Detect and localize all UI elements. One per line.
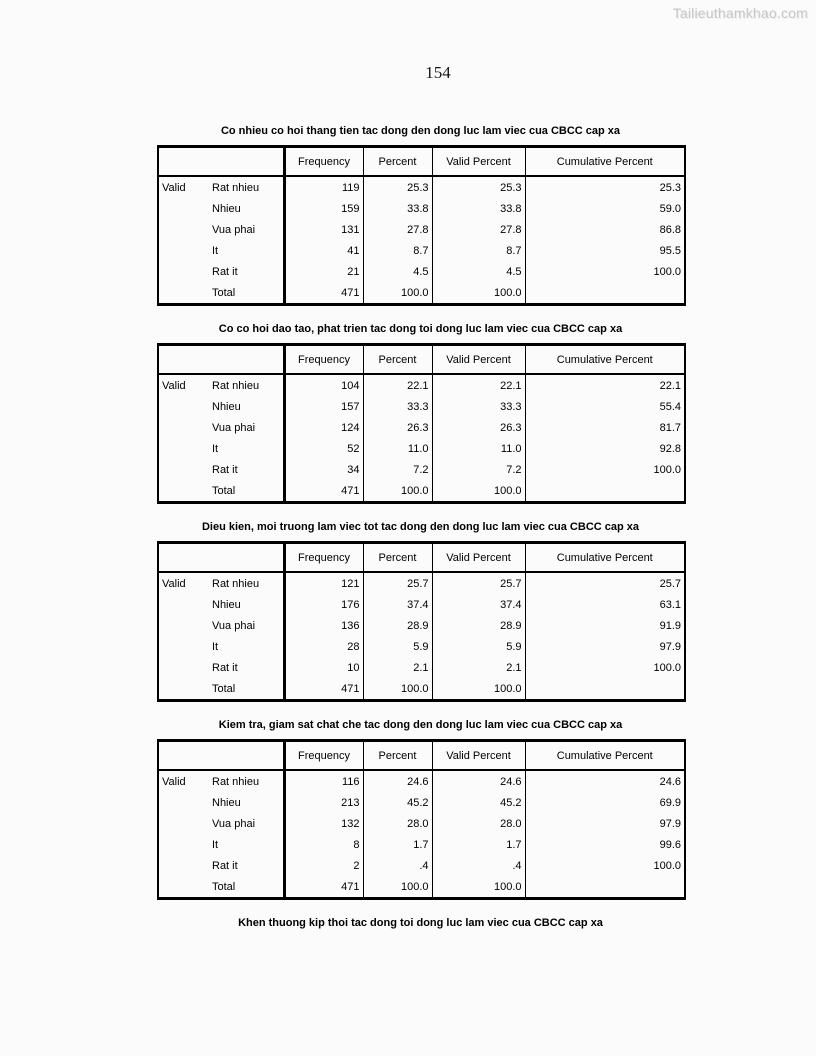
table-row xyxy=(158,417,685,438)
percent-value: 33.3 xyxy=(363,396,432,417)
percent-value: 7.2 xyxy=(363,459,432,480)
row-group-label xyxy=(158,678,210,701)
category-label: Rat it xyxy=(210,261,284,282)
category-label: Nhieu xyxy=(210,198,284,219)
frequency-table xyxy=(157,343,686,504)
valid-percent-value: 1.7 xyxy=(432,834,525,855)
frequency-value: 2 xyxy=(353,859,360,872)
frequency-table xyxy=(157,145,686,306)
category-label: It xyxy=(210,636,284,657)
valid-percent-value: 28.9 xyxy=(432,615,525,636)
cumulative-percent-value: 91.9 xyxy=(525,615,685,636)
table-row xyxy=(158,261,685,282)
percent-value: 22.1 xyxy=(363,374,432,396)
category-label: Vua phai xyxy=(210,813,284,834)
column-header: Percent xyxy=(363,345,432,375)
cumulative-percent-value xyxy=(525,480,685,503)
column-header: Valid Percent xyxy=(432,147,525,177)
row-group-label xyxy=(158,813,210,834)
percent-value: 25.3 xyxy=(363,176,432,198)
table-row xyxy=(158,792,685,813)
stub-header xyxy=(158,543,284,573)
valid-percent-value: 33.3 xyxy=(432,396,525,417)
watermark: Tailieuthamkhao.com xyxy=(672,5,808,21)
percent-value: 8.7 xyxy=(363,240,432,261)
valid-percent-value: 100.0 xyxy=(432,480,525,503)
cumulative-percent-value: 100.0 xyxy=(525,657,685,678)
valid-percent-value: 5.9 xyxy=(432,636,525,657)
row-group-label xyxy=(158,459,210,480)
column-header: Percent xyxy=(363,543,432,573)
valid-percent-value: 4.5 xyxy=(432,261,525,282)
table-row xyxy=(158,770,685,792)
category-label: Total xyxy=(210,678,284,701)
column-header: Frequency xyxy=(284,741,363,771)
frequency-value: 471 xyxy=(341,484,360,497)
percent-value: 26.3 xyxy=(363,417,432,438)
cumulative-percent-value: 24.6 xyxy=(525,770,685,792)
row-group-label: Valid xyxy=(162,577,186,590)
category-label: Rat it xyxy=(210,855,284,876)
frequency-table xyxy=(157,739,686,900)
valid-percent-value: 28.0 xyxy=(432,813,525,834)
valid-percent-value: 26.3 xyxy=(432,417,525,438)
frequency-value: 176 xyxy=(341,598,360,611)
valid-percent-value: .4 xyxy=(432,855,525,876)
stub-header xyxy=(158,741,284,771)
table-title: Kiem tra, giam sat chat che tac dong den dong luc lam viec cua CBCC cap xa xyxy=(218,719,623,731)
column-header: Cumulative Percent xyxy=(525,345,685,375)
table-row xyxy=(158,657,685,678)
row-group-label xyxy=(158,636,210,657)
table-row xyxy=(158,396,685,417)
row-group-label xyxy=(158,855,210,876)
row-group-label xyxy=(158,198,210,219)
column-header: Valid Percent xyxy=(432,543,525,573)
valid-percent-value: 7.2 xyxy=(432,459,525,480)
cumulative-percent-value: 81.7 xyxy=(525,417,685,438)
table-row xyxy=(158,198,685,219)
table-row xyxy=(158,615,685,636)
valid-percent-value: 37.4 xyxy=(432,594,525,615)
frequency-value: 10 xyxy=(347,661,360,674)
frequency-value: 471 xyxy=(341,682,360,695)
percent-value: 11.0 xyxy=(363,438,432,459)
percent-value: 33.8 xyxy=(363,198,432,219)
valid-percent-value: 100.0 xyxy=(432,678,525,701)
frequency-value: 159 xyxy=(341,202,360,215)
valid-percent-value: 33.8 xyxy=(432,198,525,219)
valid-percent-value: 2.1 xyxy=(432,657,525,678)
row-group-label xyxy=(158,615,210,636)
table-row xyxy=(158,219,685,240)
frequency-value: 41 xyxy=(347,244,360,257)
row-group-label xyxy=(158,282,210,305)
frequency-value: 136 xyxy=(341,619,360,632)
row-group-label: Valid xyxy=(162,775,186,788)
category-label: Vua phai xyxy=(210,417,284,438)
table-row xyxy=(158,876,685,899)
column-header: Frequency xyxy=(284,147,363,177)
row-group-label xyxy=(158,438,210,459)
cumulative-percent-value: 69.9 xyxy=(525,792,685,813)
column-header: Percent xyxy=(363,147,432,177)
percent-value: 45.2 xyxy=(363,792,432,813)
frequency-value: 8 xyxy=(353,838,360,851)
valid-percent-value: 8.7 xyxy=(432,240,525,261)
percent-value: 100.0 xyxy=(363,282,432,305)
percent-value: 28.9 xyxy=(363,615,432,636)
page-number: 154 xyxy=(425,63,451,82)
cumulative-percent-value: 86.8 xyxy=(525,219,685,240)
frequency-value: 121 xyxy=(341,577,360,590)
column-header: Percent xyxy=(363,741,432,771)
percent-value: 5.9 xyxy=(363,636,432,657)
table-row xyxy=(158,678,685,701)
table-title: Dieu kien, moi truong lam viec tot tac dong den dong luc lam viec cua CBCC cap xa xyxy=(201,521,640,533)
valid-percent-value: 27.8 xyxy=(432,219,525,240)
row-group-label xyxy=(158,876,210,899)
category-label: Total xyxy=(210,876,284,899)
valid-percent-value: 100.0 xyxy=(432,282,525,305)
percent-value: 4.5 xyxy=(363,261,432,282)
row-group-label xyxy=(158,240,210,261)
frequency-value: 119 xyxy=(341,181,360,194)
table-row xyxy=(158,176,685,198)
table-row xyxy=(158,813,685,834)
category-label: Rat it xyxy=(210,459,284,480)
cumulative-percent-value: 97.9 xyxy=(525,813,685,834)
table-row xyxy=(158,282,685,305)
category-label: Vua phai xyxy=(210,219,284,240)
frequency-value: 104 xyxy=(341,379,360,392)
category-label: Total xyxy=(210,282,284,305)
valid-percent-value: 24.6 xyxy=(432,770,525,792)
category-label: Total xyxy=(210,480,284,503)
cumulative-percent-value: 22.1 xyxy=(525,374,685,396)
frequency-value: 131 xyxy=(341,223,360,236)
percent-value: 100.0 xyxy=(363,480,432,503)
row-group-label xyxy=(158,261,210,282)
table-row xyxy=(158,594,685,615)
row-group-label xyxy=(158,792,210,813)
valid-percent-value: 25.3 xyxy=(432,176,525,198)
cumulative-percent-value: 92.8 xyxy=(525,438,685,459)
percent-value: 37.4 xyxy=(363,594,432,615)
category-label: Rat nhieu xyxy=(210,374,284,396)
frequency-value: 52 xyxy=(347,442,360,455)
table-row xyxy=(158,572,685,594)
frequency-value: 21 xyxy=(347,265,360,278)
frequency-value: 213 xyxy=(341,796,360,809)
frequency-value: 124 xyxy=(341,421,360,434)
frequency-value: 157 xyxy=(341,400,360,413)
frequency-value: 471 xyxy=(341,286,360,299)
frequency-value: 116 xyxy=(341,775,360,788)
cumulative-percent-value xyxy=(525,282,685,305)
percent-value: 25.7 xyxy=(363,572,432,594)
cumulative-percent-value: 97.9 xyxy=(525,636,685,657)
column-header: Frequency xyxy=(284,345,363,375)
category-label: It xyxy=(210,240,284,261)
table-title: Co nhieu co hoi thang tien tac dong den dong luc lam viec cua CBCC cap xa xyxy=(220,125,621,137)
stub-header xyxy=(158,147,284,177)
valid-percent-value: 100.0 xyxy=(432,876,525,899)
row-group-label xyxy=(158,219,210,240)
frequency-value: 34 xyxy=(347,463,360,476)
cumulative-percent-value: 100.0 xyxy=(525,855,685,876)
row-group-label xyxy=(158,396,210,417)
table-row xyxy=(158,855,685,876)
column-header: Cumulative Percent xyxy=(525,741,685,771)
cumulative-percent-value: 100.0 xyxy=(525,261,685,282)
row-group-label: Valid xyxy=(162,181,186,194)
row-group-label xyxy=(158,657,210,678)
cumulative-percent-value: 95.5 xyxy=(525,240,685,261)
percent-value: 28.0 xyxy=(363,813,432,834)
category-label: Nhieu xyxy=(210,594,284,615)
table-title: Co co hoi dao tao, phat trien tac dong toi dong luc lam viec cua CBCC cap xa xyxy=(218,323,623,335)
row-group-label: Valid xyxy=(162,379,186,392)
row-group-label xyxy=(158,834,210,855)
cumulative-percent-value xyxy=(525,678,685,701)
category-label: It xyxy=(210,438,284,459)
row-group-label xyxy=(158,480,210,503)
cumulative-percent-value: 25.3 xyxy=(525,176,685,198)
percent-value: 2.1 xyxy=(363,657,432,678)
row-group-label xyxy=(158,417,210,438)
cumulative-percent-value xyxy=(525,876,685,899)
category-label: Vua phai xyxy=(210,615,284,636)
cumulative-percent-value: 59.0 xyxy=(525,198,685,219)
table-row xyxy=(158,480,685,503)
category-label: Rat it xyxy=(210,657,284,678)
table-row xyxy=(158,374,685,396)
percent-value: .4 xyxy=(363,855,432,876)
frequency-value: 28 xyxy=(347,640,360,653)
category-label: Nhieu xyxy=(210,792,284,813)
percent-value: 100.0 xyxy=(363,678,432,701)
next-table-title: Khen thuong kip thoi tac dong toi dong luc lam viec cua CBCC cap xa xyxy=(238,917,603,929)
cumulative-percent-value: 100.0 xyxy=(525,459,685,480)
percent-value: 24.6 xyxy=(363,770,432,792)
table-row xyxy=(158,834,685,855)
frequency-value: 132 xyxy=(341,817,360,830)
percent-value: 1.7 xyxy=(363,834,432,855)
table-row xyxy=(158,240,685,261)
column-header: Valid Percent xyxy=(432,741,525,771)
percent-value: 27.8 xyxy=(363,219,432,240)
cumulative-percent-value: 99.6 xyxy=(525,834,685,855)
valid-percent-value: 45.2 xyxy=(432,792,525,813)
category-label: Nhieu xyxy=(210,396,284,417)
category-label: It xyxy=(210,834,284,855)
column-header: Frequency xyxy=(284,543,363,573)
category-label: Rat nhieu xyxy=(210,176,284,198)
category-label: Rat nhieu xyxy=(210,770,284,792)
column-header: Valid Percent xyxy=(432,345,525,375)
column-header: Cumulative Percent xyxy=(525,147,685,177)
cumulative-percent-value: 25.7 xyxy=(525,572,685,594)
valid-percent-value: 25.7 xyxy=(432,572,525,594)
table-row xyxy=(158,636,685,657)
frequency-table xyxy=(157,541,686,702)
column-header: Cumulative Percent xyxy=(525,543,685,573)
valid-percent-value: 22.1 xyxy=(432,374,525,396)
cumulative-percent-value: 55.4 xyxy=(525,396,685,417)
frequency-value: 471 xyxy=(341,880,360,893)
valid-percent-value: 11.0 xyxy=(432,438,525,459)
category-label: Rat nhieu xyxy=(210,572,284,594)
row-group-label xyxy=(158,594,210,615)
stub-header xyxy=(158,345,284,375)
cumulative-percent-value: 63.1 xyxy=(525,594,685,615)
percent-value: 100.0 xyxy=(363,876,432,899)
table-row xyxy=(158,459,685,480)
table-row xyxy=(158,438,685,459)
